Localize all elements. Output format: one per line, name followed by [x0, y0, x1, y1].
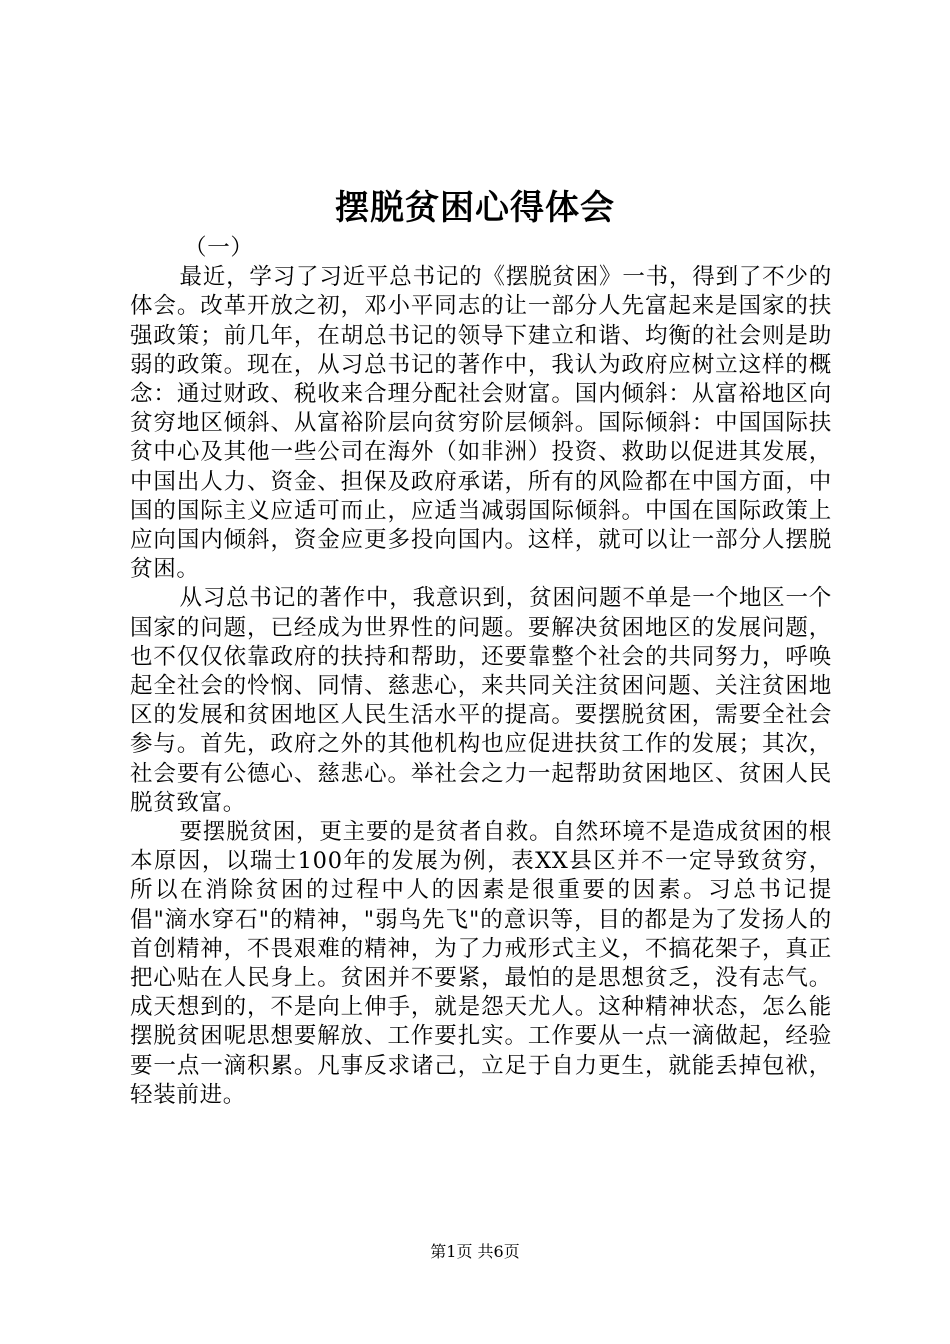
page-footer: 第1页 共6页 — [430, 1242, 520, 1261]
document-title: 摆脱贫困心得体会 — [335, 188, 615, 228]
paragraph: 从习总书记的著作中，我意识到，贫困问题不单是一个地区一个国家的问题，已经成为世界性的问题。要解决贫困地区的发展问题，也不仅仅依靠政府的扶持和帮助，还要靠整个社会的共同努力，呼唤起全社会的怜悯、同情、慈悲心，来共同关注贫困问题、关注贫困地区的发展和贫困地区人民生活水平的提高。要摆脱贫困，需要全社会参与。首先，政府之外的其他机构也应促进扶贫工作的发展；其次，社会要有公德心、慈悲心。举社会之力一起帮助贫困地区、贫困人民脱贫致富。 — [130, 585, 832, 816]
document-body — [130, 234, 832, 1110]
section-mark: （一） — [184, 235, 254, 261]
paragraph: 要摆脱贫困，更主要的是贫者自救。自然环境不是造成贫困的根本原因，以瑞士100年的发展为例，表XX县区并不一定导致贫穷，所以在消除贫困的过程中人的因素是很重要的因素。习总书记提倡"滴水穿石"的精神，"弱鸟先飞"的意识等，目的都是为了发扬人的首创精神，不畏艰难的精神，为了力戒形式主义，不搞花架子，真正把心贴在人民身上。贫困并不要紧，最怕的是思想贫乏，没有志气。成天想到的，不是向上伸手，就是怨天尤人。这种精神状态，怎么能摆脱贫困呢思想要解放、工作要扎实。工作要从一点一滴做起，经验要一点一滴积累。凡事反求诸己，立足于自力更生，就能丢掉包袱，轻装前进。 — [130, 819, 832, 1108]
paragraph: 最近，学习了习近平总书记的《摆脱贫困》一书，得到了不少的体会。改革开放之初，邓小平同志的让一部分人先富起来是国家的扶强政策；前几年，在胡总书记的领导下建立和谐、均衡的社会则是助弱的政策。现在，从习总书记的著作中，我认为政府应树立这样的概念：通过财政、税收来合理分配社会财富。国内倾斜：从富裕地区向贫穷地区倾斜、从富裕阶层向贫穷阶层倾斜。国际倾斜：中国国际扶贫中心及其他一些公司在海外（如非洲）投资、救助以促进其发展，中国出人力、资金、担保及政府承诺，所有的风险都在中国方面，中国的国际主义应适可而止，应适当减弱国际倾斜。中国在国际政策上应向国内倾斜，资金应更多投向国内。这样，就可以让一部分人摆脱贫困。 — [130, 264, 832, 583]
